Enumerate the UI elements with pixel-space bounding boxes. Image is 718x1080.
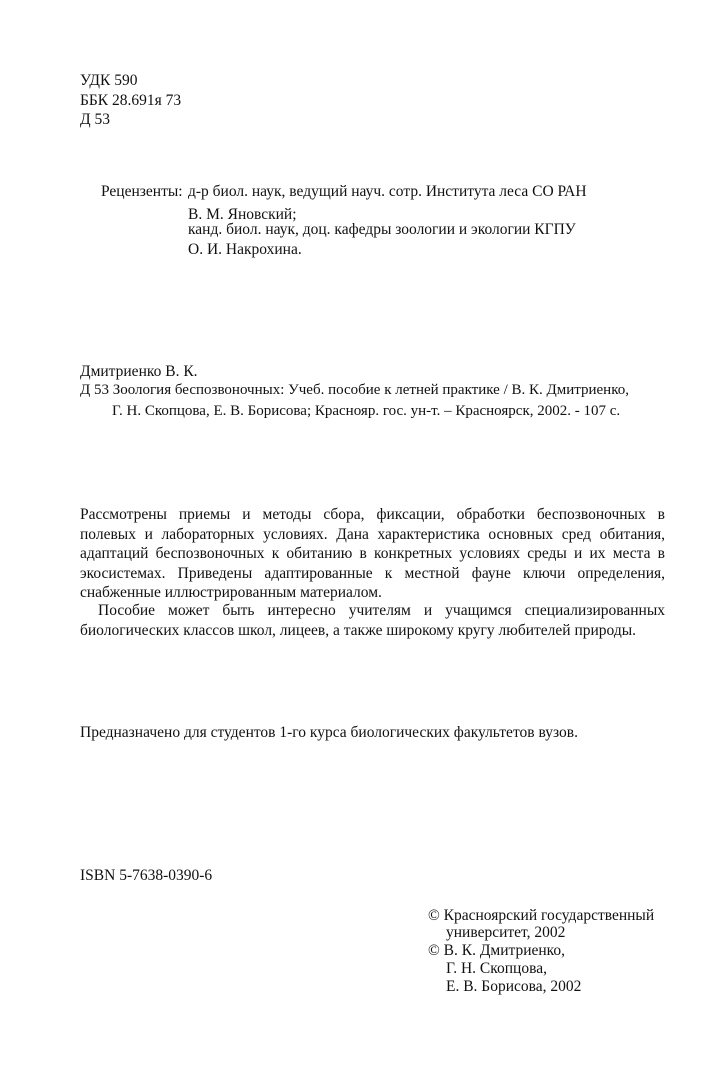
- abstract-line: Рассмотрены приемы и методы сбора, фиксации, обработки беспозвоночных в: [80, 506, 665, 523]
- bibliography-imprint-line: Г. Н. Скопцова, Е. В. Борисова; Краснояр. гос. ун-т. – Красноярск, 2002. - 107 с.: [112, 403, 621, 419]
- abstract-line: биологических классов школ, лицеев, а также широкому кругу любителей природы.: [80, 621, 637, 639]
- copyright-line: университет, 2002: [446, 924, 566, 941]
- copyright-line: Г. Н. Скопцова,: [446, 960, 547, 977]
- reviewer-line: В. М. Яновский;: [188, 206, 297, 223]
- audience-statement: Предназначено для студентов 1-го курса биологических факультетов вузов.: [80, 724, 578, 741]
- abstract-line: Пособие может быть интересно учителям и учащимся специализированных: [98, 602, 665, 619]
- bbk-code: ББК 28.691я 73: [80, 92, 182, 109]
- author-mark: Д 53: [80, 111, 110, 128]
- reviewers-label: Рецензенты:: [101, 183, 183, 200]
- abstract-line: снабженные иллюстрированным материалом.: [80, 584, 382, 601]
- reviewer-line: д-р биол. наук, ведущий науч. сотр. Института леса СО РАН: [188, 183, 587, 200]
- udk-code: УДК 590: [80, 72, 138, 89]
- reviewer-line: канд. биол. наук, доц. кафедры зоологии и экологии КГПУ: [188, 221, 576, 238]
- abstract-line: полевых и лабораторных условиях. Дана характеристика основных сред обитания,: [80, 525, 665, 543]
- bibliography-author: Дмитриенко В. К.: [80, 363, 198, 380]
- abstract-paragraph-2: [80, 601, 665, 640]
- copyright-line: © Красноярский государственный: [428, 907, 655, 924]
- copyright-line: Е. В. Борисова, 2002: [446, 978, 582, 995]
- copyright-line: © В. К. Дмитриенко,: [428, 942, 566, 959]
- abstract-line: экосистемах. Приведены адаптированные к местной фауне ключи определения,: [80, 564, 665, 582]
- bibliography-title-line: Д 53 Зоология беспозвоночных: Учеб. пособие к летней практике / В. К. Дмитриенко,: [80, 382, 629, 398]
- reviewer-line: О. И. Накрохина.: [188, 241, 302, 258]
- abstract-line: адаптаций беспозвоночных к обитанию в конкретных условиях среды и их места в: [80, 545, 665, 562]
- abstract-paragraph-1: [80, 505, 665, 603]
- isbn: ISBN 5-7638-0390-6: [80, 867, 213, 884]
